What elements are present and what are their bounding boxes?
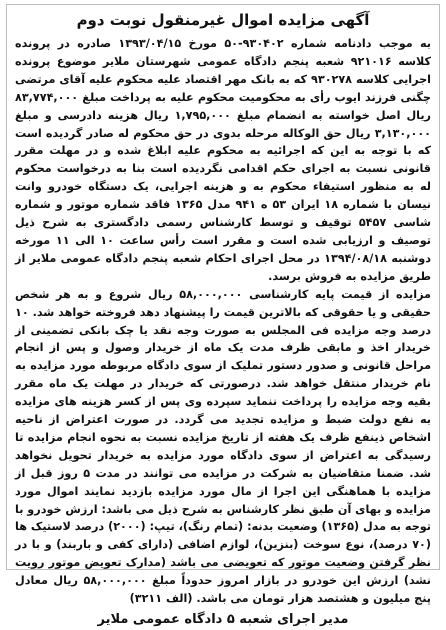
notice-signature: مدیر اجرای شعبه ۵ دادگاه عمومی ملایر <box>97 612 349 627</box>
notice-paragraph-auction-terms: مزایده از قیمت پایه کارشناسی ۵۸,۰۰۰,۰۰۰ ریال شروع و به هر شخص حقیقی و یا حقوقی که بالاترین قیمت را پیشنهاد دهد فروخته خواهد شد. ۱۰ درصد وجه مزایده فی المجلس به صورت وجه نقد یا چک بانکی تضمینی از خریدار اخذ و مابقی ظرف مدت یک ماه از خریدار وصول و پس از انجام مراحل قانونی و صدور دستور تملیک از سوی دادگاه مربوطه مورد مزایده به نام خریدار منتقل خواهد شد. درصورتی که خریدار در مهلت یک ماه مقرر بقیه وجه مزایده را پرداخت ننماید سپرده وی پس از کسر هزینه های مزایده به نفع دولت ضبط و مزایده تجدید می گردد. در صورت اعتراض از ناحیه اشخاص ذینفع ظرف یک هفته از تاریخ مزایده نسبت به نحوه انجام مزایده تا رسیدگی به اعتراض از سوی دادگاه مورد مزایده به خریدار تحویل نخواهد شد. ضمنا متقاضیان به شرکت در مزایده می توانند در مدت ۵ روز قبل از مزایده با هماهنگی این اجرا از مال مورد مزایده بازدید نمایند اموال مورد مزایده و بهای آن طبق نظر کارشناس به شرح ذیل می باشد: ارزش خودرو با توجه به مدل (۱۳۶۵) وضعیت بدنه: (تمام رنگ)، تیپ: (۲۰۰۰) درصد لاستیک ها (۷۰ درصد)، نوع سوخت (بنزین)، لوازم اضافی (دارای کفی و باربند) و با در نظر گرفتن وضعیت موتور که تعویضی می باشد (مدارک تعویض موتور رویت نشد) ارزش این خودرو در بازار امروز حدوداً مبلغ ۵۸,۰۰۰,۰۰۰ ریال معادل پنج میلیون و هشتصد هزار تومان می باشد. (الف ۳۲۱۱) <box>15 287 431 606</box>
notice-title: آگهی مزایده اموال غیرمنقول نوبت دوم <box>76 11 370 29</box>
legal-notice <box>6 4 440 627</box>
notice-paragraph-case: به موجب دادنامه شماره ۹۳۰۴۰۲-۵۰ مورخ ۱۳۹۳/۰۴/۱۵ صادره در پرونده کلاسه ۹۲۱۰۱۶ شعبه پنجم دادگاه عمومی شهرستان ملایر موضوع پرونده اجرایی کلاسه ۹۳۰۲۷۸ که به بانک مهر اقتصاد علیه محکوم علیه آقای مرتضی چگنی فرزند ایوب رأی به محکومیت محکوم علیه به پرداخت مبلغ ۸۳,۷۷۴,۰۰۰ ریال اصل خواسته به انضمام مبلغ ۱,۷۹۵,۰۰۰ ریال هزینه دادرسی و مبلغ ۳,۱۳۰,۰۰۰ ریال حق الوکاله مرحله بدوی در حق محکوم له صادر گردیده است که با توجه به این که اجرائیه به محکوم علیه ابلاغ شده و در مهلت مقرر قانونی نسبت به اجرای حکم اقدامی نگردیده است بنا به درخواست محکوم له به منظور استیفاء محکوم به و هزینه اجرایی، یک دستگاه خودرو وانت نیسان با شماره ۱۸ ایران ۵۳ ه ۹۴۱ مدل ۱۳۶۵ فاقد شماره موتور و شماره شاسی ۵۴۵۷ توقیف و توسط کارشناس رسمی دادگستری به شرح ذیل توصیف و ارزیابی شده است و مقرر است رأس ساعت ۱۰ الی ۱۱ مورخه دوشنبه ۱۳۹۴/۰۸/۱۸ در محل اجرای احکام شعبه پنجم دادگاه عمومی ملایر از طریق مزایده به فروش برسد. <box>15 37 432 283</box>
